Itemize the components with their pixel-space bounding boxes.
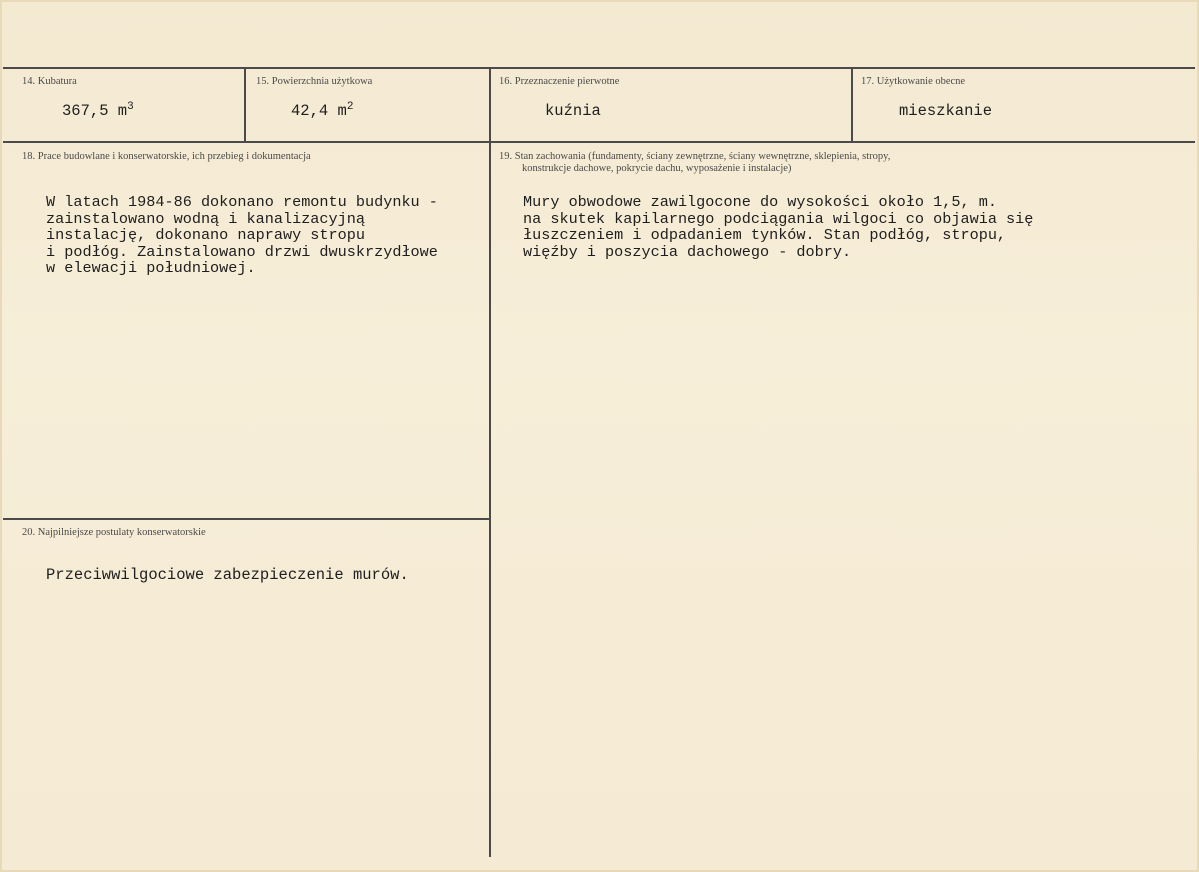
stan-label-line: konstrukcje dachowe, pokrycie dachu, wyposażenie i instalacje) <box>522 163 792 174</box>
kubatura-value: 367,5 $m^3$ <box>62 101 134 121</box>
prace-line: zainstalowano wodną i kanalizacyjną <box>46 209 365 228</box>
stan-label-line: 19. Stan zachowania (fundamenty, ściany zewnętrzne, ściany wewnętrzne, sklepienia, stropy, <box>499 151 891 162</box>
powierzchnia-value: 42,4 $m^2$ <box>291 101 354 121</box>
przeznaczenie-value: kuźnia <box>545 102 601 120</box>
stan-text <box>523 194 1033 260</box>
top-rule <box>3 67 1195 69</box>
powierzchnia-label: 15. Powierzchnia użytkowa <box>256 76 373 87</box>
stan-label <box>499 151 890 175</box>
uzytkowanie-label: 17. Użytkowanie obecne <box>861 76 966 87</box>
przeznaczenie-label: 16. Przeznaczenie pierwotne <box>499 76 620 87</box>
divider-14-15 <box>244 67 246 141</box>
postulaty-label: 20. Najpilniejsze postulaty konserwatorskie <box>22 527 206 538</box>
row1-bottom-rule <box>3 141 1195 143</box>
prace-line: i podłóg. Zainstalowano drzwi dwuskrzydłowe <box>46 242 438 261</box>
divider-main <box>489 67 491 857</box>
prace-label: 18. Prace budowlane i konserwatorskie, ich przebieg i dokumentacja <box>22 151 311 162</box>
divider-16-17 <box>851 67 853 141</box>
stan-line: Mury obwodowe zawilgocone do wysokości około 1,5, m. <box>523 193 997 211</box>
prace-line: instalację, dokonano naprawy stropu <box>46 226 365 244</box>
kubatura-unit-exponent: 3 <box>127 101 134 113</box>
kubatura-label: 14. Kubatura <box>22 76 77 87</box>
stan-line: więźby i poszycia dachowego - dobry. <box>523 242 852 261</box>
prace-text <box>46 194 438 277</box>
powierzchnia-unit-exponent: 2 <box>346 101 354 113</box>
prace-line: W latach 1984-86 dokonano remontu budynku - <box>46 193 438 211</box>
uzytkowanie-value: mieszkanie <box>899 102 993 120</box>
postulaty-value: Przeciwwilgociowe zabezpieczenie murów. <box>46 566 409 584</box>
stan-line: na skutek kapilarnego podciągania wilgoci co objawia się <box>523 209 1034 228</box>
prace-line: w elewacji południowej. <box>46 259 256 277</box>
stan-line: łuszczeniem i odpadaniem tynków. Stan podłóg, stropu, <box>523 226 1007 244</box>
section20-top-rule <box>3 518 489 520</box>
